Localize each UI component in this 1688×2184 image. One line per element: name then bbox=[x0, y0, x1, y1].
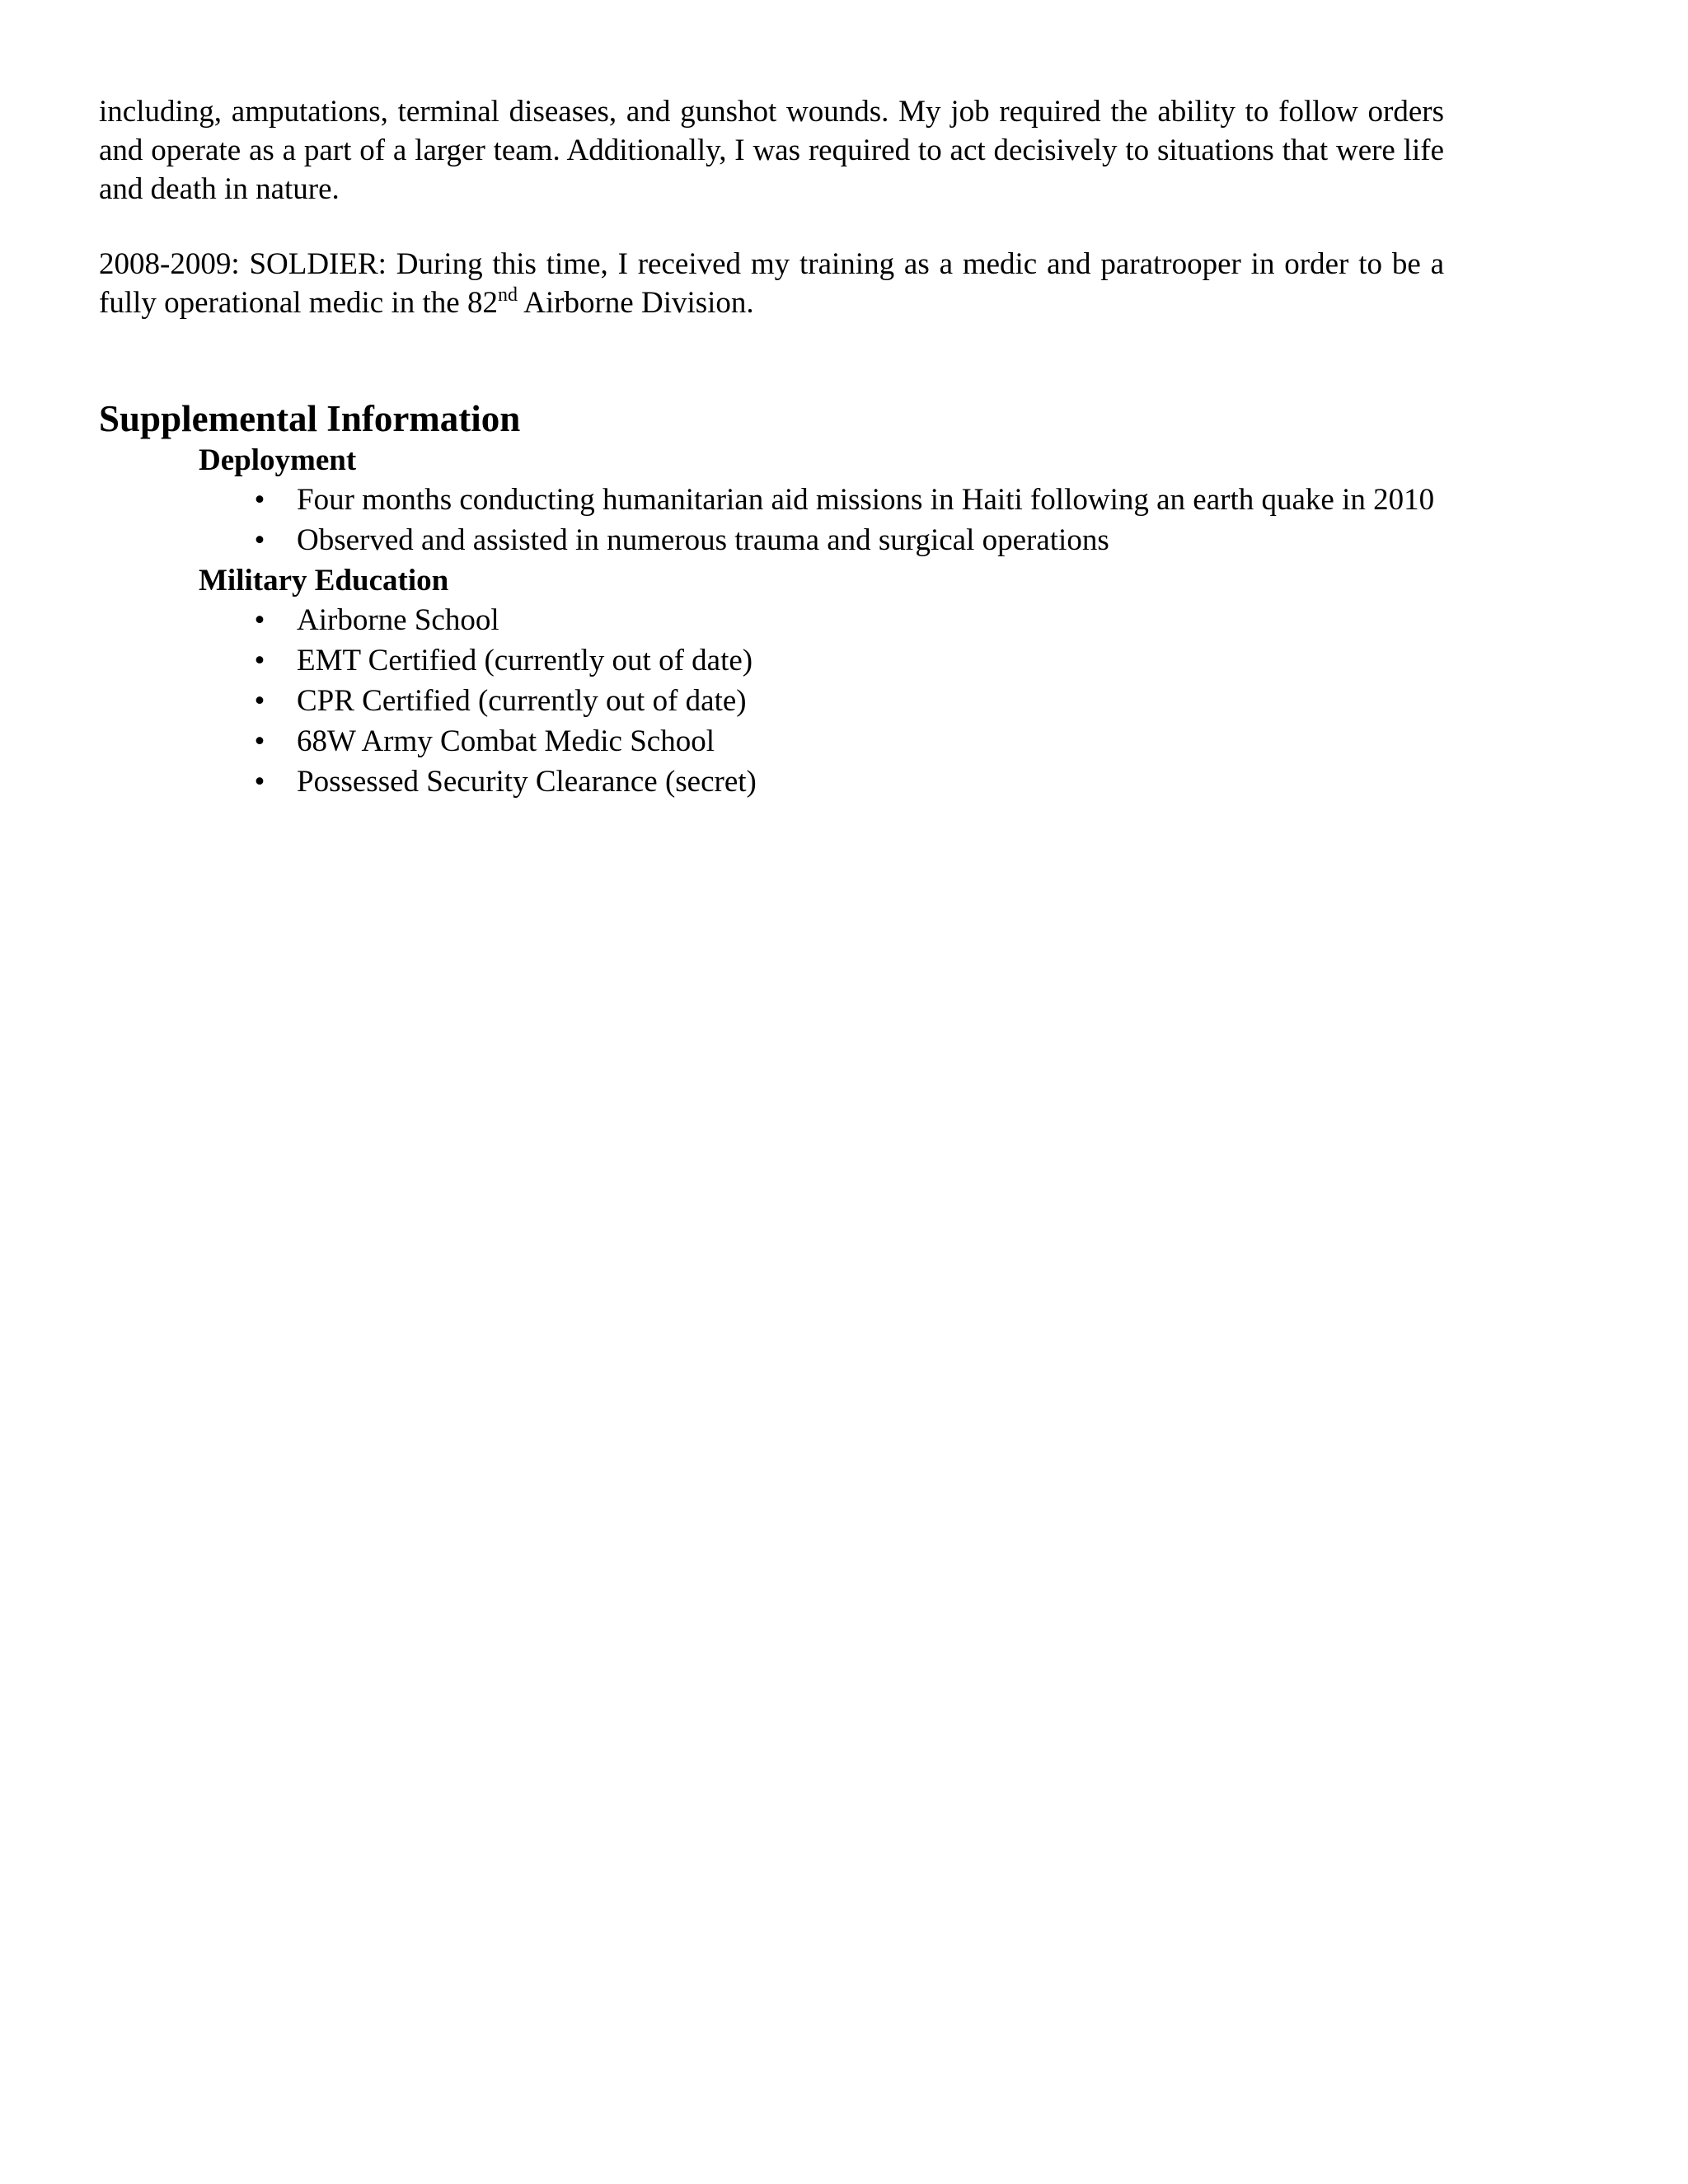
list-item bbox=[254, 521, 1444, 560]
list-item-text: CPR Certified (currently out of date) bbox=[297, 684, 747, 718]
military-education-heading: Military Education bbox=[199, 564, 449, 598]
list-item-text: 68W Army Combat Medic School bbox=[297, 724, 715, 758]
soldier-entry-paragraph bbox=[99, 245, 1444, 322]
list-item bbox=[254, 762, 1444, 802]
bullet-icon: • bbox=[254, 523, 265, 557]
bullet-icon: • bbox=[254, 765, 265, 799]
bullet-icon: • bbox=[254, 684, 265, 718]
soldier-entry-text: 2008-2009: SOLDIER: During this time, I received my training as a medic and paratrooper in order to be a fully operational medic in the 82 bbox=[99, 247, 1444, 320]
bullet-icon: • bbox=[254, 603, 265, 637]
list-item-text: Observed and assisted in numerous trauma and surgical operations bbox=[297, 523, 1109, 557]
soldier-entry-text-end: Airborne Division. bbox=[517, 286, 754, 320]
deployment-list bbox=[254, 480, 1444, 560]
list-item bbox=[254, 601, 1444, 640]
list-item-text: Possessed Security Clearance (secret) bbox=[297, 765, 757, 799]
military-education-list bbox=[254, 601, 1444, 802]
experience-continuation-paragraph: including, amputations, terminal diseases, and gunshot wounds. My job required the ability to follow orders and operate as a part of a larger team. Additionally, I was required to act decisively to situations that were life and death in nature. bbox=[99, 95, 1444, 206]
ordinal-superscript: nd bbox=[497, 284, 518, 306]
list-item bbox=[254, 722, 1444, 762]
deployment-heading: Deployment bbox=[199, 443, 357, 477]
list-item bbox=[254, 480, 1444, 520]
bullet-icon: • bbox=[254, 644, 265, 677]
list-item-text: Four months conducting humanitarian aid missions in Haiti following an earth quake in 2010 bbox=[297, 483, 1435, 517]
list-item-text: EMT Certified (currently out of date) bbox=[297, 644, 753, 677]
supplemental-information-heading: Supplemental Information bbox=[99, 398, 521, 439]
list-item bbox=[254, 682, 1444, 721]
list-item-text: Airborne School bbox=[297, 603, 499, 637]
bullet-icon: • bbox=[254, 483, 265, 517]
bullet-icon: • bbox=[254, 724, 265, 758]
list-item bbox=[254, 641, 1444, 681]
document-content bbox=[99, 92, 1444, 803]
